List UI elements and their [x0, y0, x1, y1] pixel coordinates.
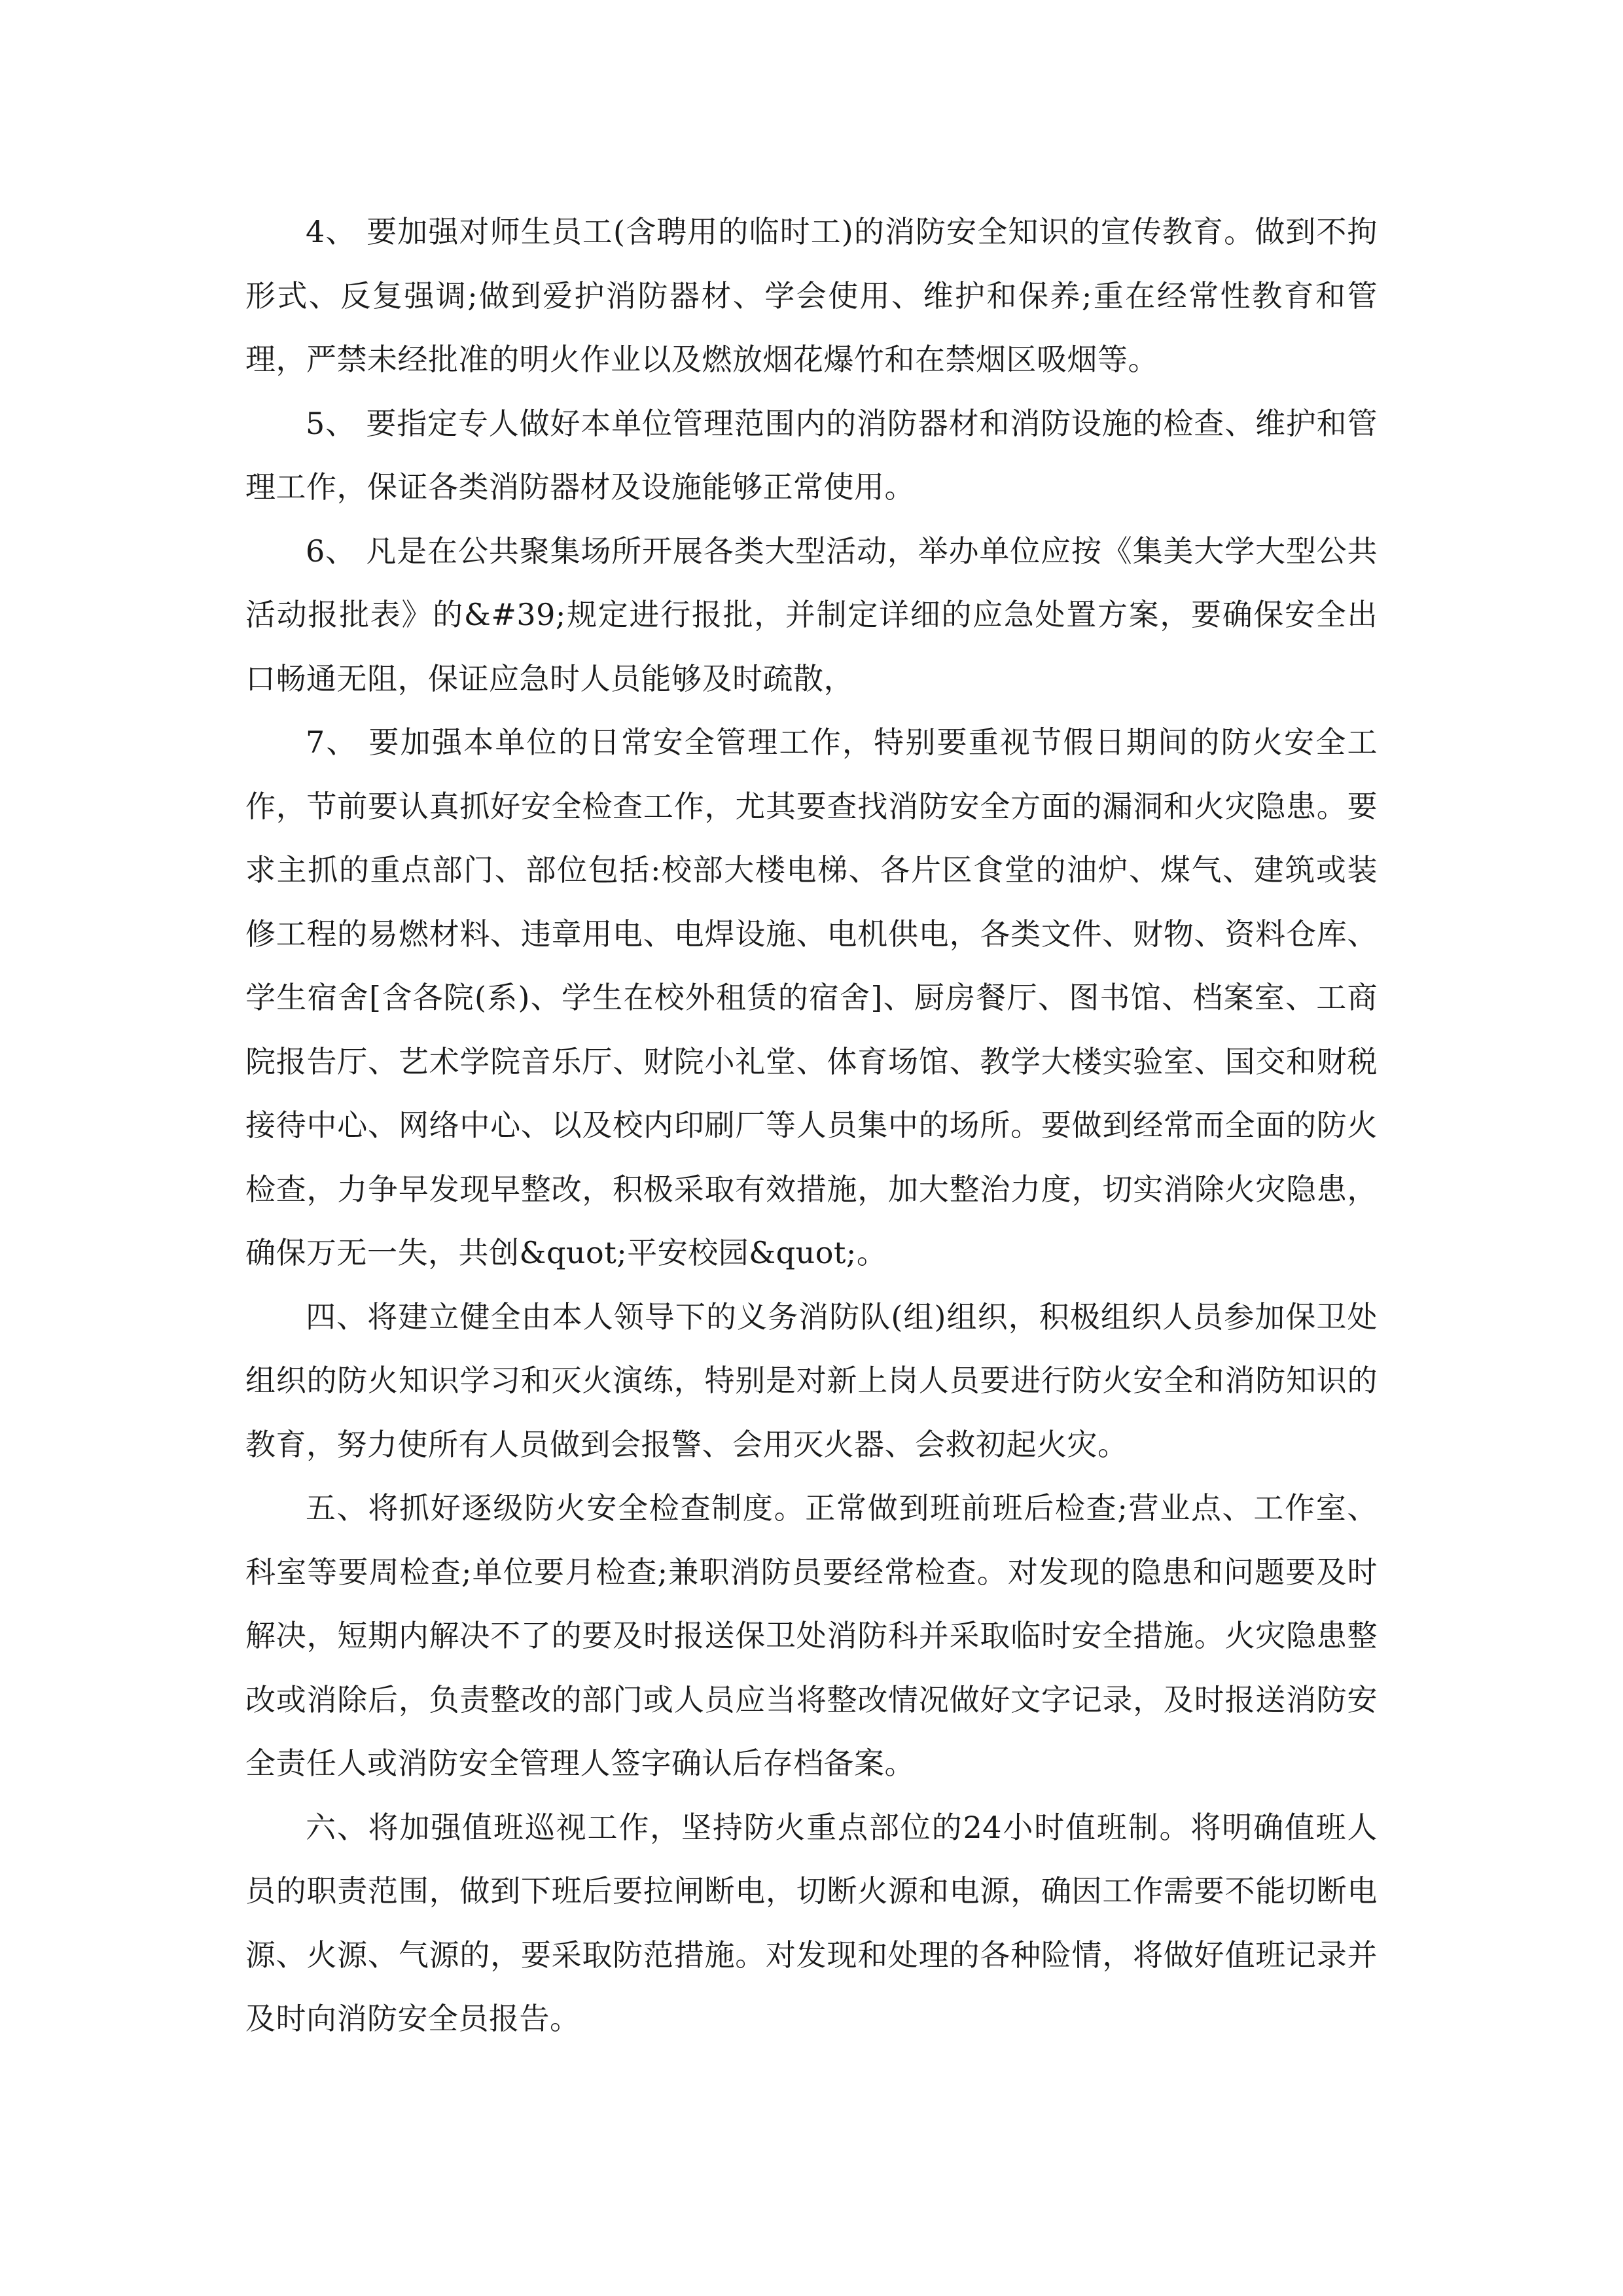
paragraph-section-6: 六、将加强值班巡视工作，坚持防火重点部位的24小时值班制。将明确值班人员的职责范围，做到下班后要拉闸断电，切断火源和电源，确因工作需要不能切断电源、火源、气源的，要采取防范措施。对发现和处理的各种险情，将做好值班记录并及时向消防安全员报告。 [245, 1809, 1378, 2036]
paragraph-item-6: 6、 凡是在公共聚集场所开展各类大型活动，举办单位应按《集美大学大型公共活动报批表》的&#39;规定进行报批，并制定详细的应急处置方案，要确保安全出口畅通无阻，保证应急时人员能够及时疏散， [245, 533, 1378, 696]
paragraph-item-7: 7、 要加强本单位的日常安全管理工作，特别要重视节假日期间的防火安全工作，节前要认真抓好安全检查工作，尤其要查找消防安全方面的漏洞和火灾隐患。要求主抓的重点部门、部位包括:校部大楼电梯、各片区食堂的油炉、煤气、建筑或装修工程的易燃材料、违章用电、电焊设施、电机供电，各类文件、财物、资料仓库、学生宿舍[含各院(系)、学生在校外租赁的宿舍]、厨房餐厅、图书馆、档案室、工商院报告厅、艺术学院音乐厅、财院小礼堂、体育场馆、教学大楼实验室、国交和财税接待中心、网络中心、以及校内印刷厂等人员集中的场所。要做到经常而全面的防火检查，力争早发现早整改，积极采取有效措施，加大整治力度，切实消除火灾隐患，确保万无一失，共创&quot;平安校园&quot;。 [245, 725, 1378, 1270]
paragraph-item-4: 4、 要加强对师生员工(含聘用的临时工)的消防安全知识的宣传教育。做到不拘形式、反复强调;做到爱护消防器材、学会使用、维护和保养;重在经常性教育和管理，严禁未经批准的明火作业以及燃放烟花爆竹和在禁烟区吸烟等。 [245, 214, 1378, 377]
paragraph-item-5: 5、 要指定专人做好本单位管理范围内的消防器材和消防设施的检查、维护和管理工作，保证各类消防器材及设施能够正常使用。 [245, 405, 1378, 505]
document-body [245, 200, 1378, 2051]
paragraph-section-5: 五、将抓好逐级防火安全检查制度。正常做到班前班后检查;营业点、工作室、科室等要周检查;单位要月检查;兼职消防员要经常检查。对发现的隐患和问题要及时解决，短期内解决不了的要及时报送保卫处消防科并采取临时安全措施。火灾隐患整改或消除后，负责整改的部门或人员应当将整改情况做好文字记录，及时报送消防安全责任人或消防安全管理人签字确认后存档备案。 [245, 1490, 1378, 1781]
paragraph-section-4: 四、将建立健全由本人领导下的义务消防队(组)组织，积极组织人员参加保卫处组织的防火知识学习和灭火演练，特别是对新上岗人员要进行防火安全和消防知识的教育，努力使所有人员做到会报警、会用灭火器、会救初起火灾。 [245, 1299, 1378, 1462]
